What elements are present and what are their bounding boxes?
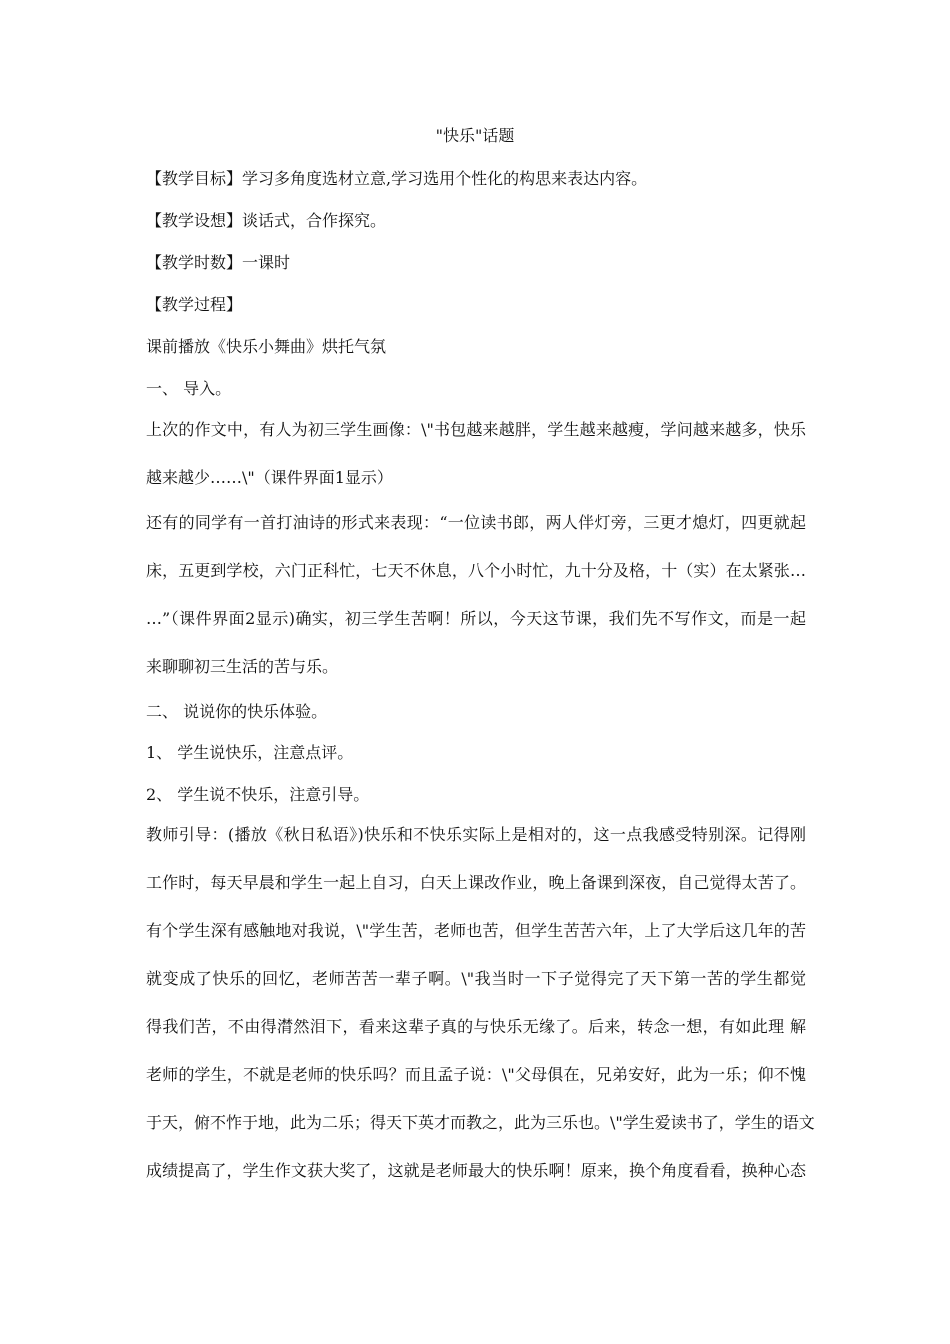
paragraph-line: 床，五更到学校，六门正科忙，七天不休息，八个小时忙，九十分及格，十（实）在太紧张…	[146, 561, 806, 580]
paragraph-line: 于天，俯不怍于地，此为二乐；得天下英才而教之，此为三乐也。\"学生爱读书了，学生的语文	[146, 1113, 815, 1132]
section-heading: 二、 说说你的快乐体验。	[146, 702, 328, 721]
paragraph-line: 教师引导：(播放《秋日私语》)快乐和不快乐实际上是相对的，这一点我感受特别深。记得刚	[146, 825, 806, 844]
paragraph-line: 有个学生深有感触地对我说，\"学生苦，老师也苦，但学生苦苦六年，上了大学后这几年的苦	[146, 921, 806, 940]
paragraph-line: 上次的作文中，有人为初三学生画像：\"书包越来越胖，学生越来越瘦，学问越来越多，快乐	[146, 420, 806, 439]
paragraph-line: 工作时，每天早晨和学生一起上自习，白天上课改作业，晚上备课到深夜，自己觉得太苦了。	[146, 873, 806, 892]
paragraph-line: 就变成了快乐的回忆，老师苦苦一辈子啊。\"我当时一下子觉得完了天下第一苦的学生都觉	[146, 969, 806, 988]
section-heading: 一、 导入。	[146, 379, 232, 398]
paragraph-line: …”（课件界面2显示)确实，初三学生苦啊！所以，今天这节课，我们先不写作文，而是一起	[146, 609, 806, 628]
design-line: 【教学设想】谈话式，合作探究。	[146, 211, 387, 230]
list-item: 2、 学生说不快乐，注意引导。	[146, 785, 370, 804]
objective-line: 【教学目标】学习多角度选材立意,学习选用个性化的构思来表达内容。	[146, 169, 648, 188]
paragraph-line: 来聊聊初三生活的苦与乐。	[146, 657, 339, 676]
paragraph-line: 成绩提高了，学生作文获大奖了，这就是老师最大的快乐啊！原来，换个角度看看，换种心态	[146, 1161, 806, 1180]
paragraph-line: 还有的同学有一首打油诗的形式来表现：“一位读书郎，两人伴灯旁，三更才熄灯，四更就起	[146, 513, 806, 532]
process-heading: 【教学过程】	[146, 295, 243, 314]
paragraph-line: 得我们苦，不由得潸然泪下，看来这辈子真的与快乐无缘了。后来，转念一想，有如此理 解	[146, 1017, 806, 1036]
list-item: 1、 学生说快乐，注意点评。	[146, 743, 354, 762]
paragraph-line: 老师的学生，不就是老师的快乐吗？而且孟子说：\"父母俱在，兄弟安好，此为一乐；仰不愧	[146, 1065, 806, 1084]
document-title: "快乐"话题	[435, 126, 515, 145]
paragraph-line: 课前播放《快乐小舞曲》烘托气氛	[146, 337, 387, 356]
hours-line: 【教学时数】一课时	[146, 253, 291, 272]
paragraph-line: 越来越少……\"（课件界面1显示）	[146, 468, 393, 487]
